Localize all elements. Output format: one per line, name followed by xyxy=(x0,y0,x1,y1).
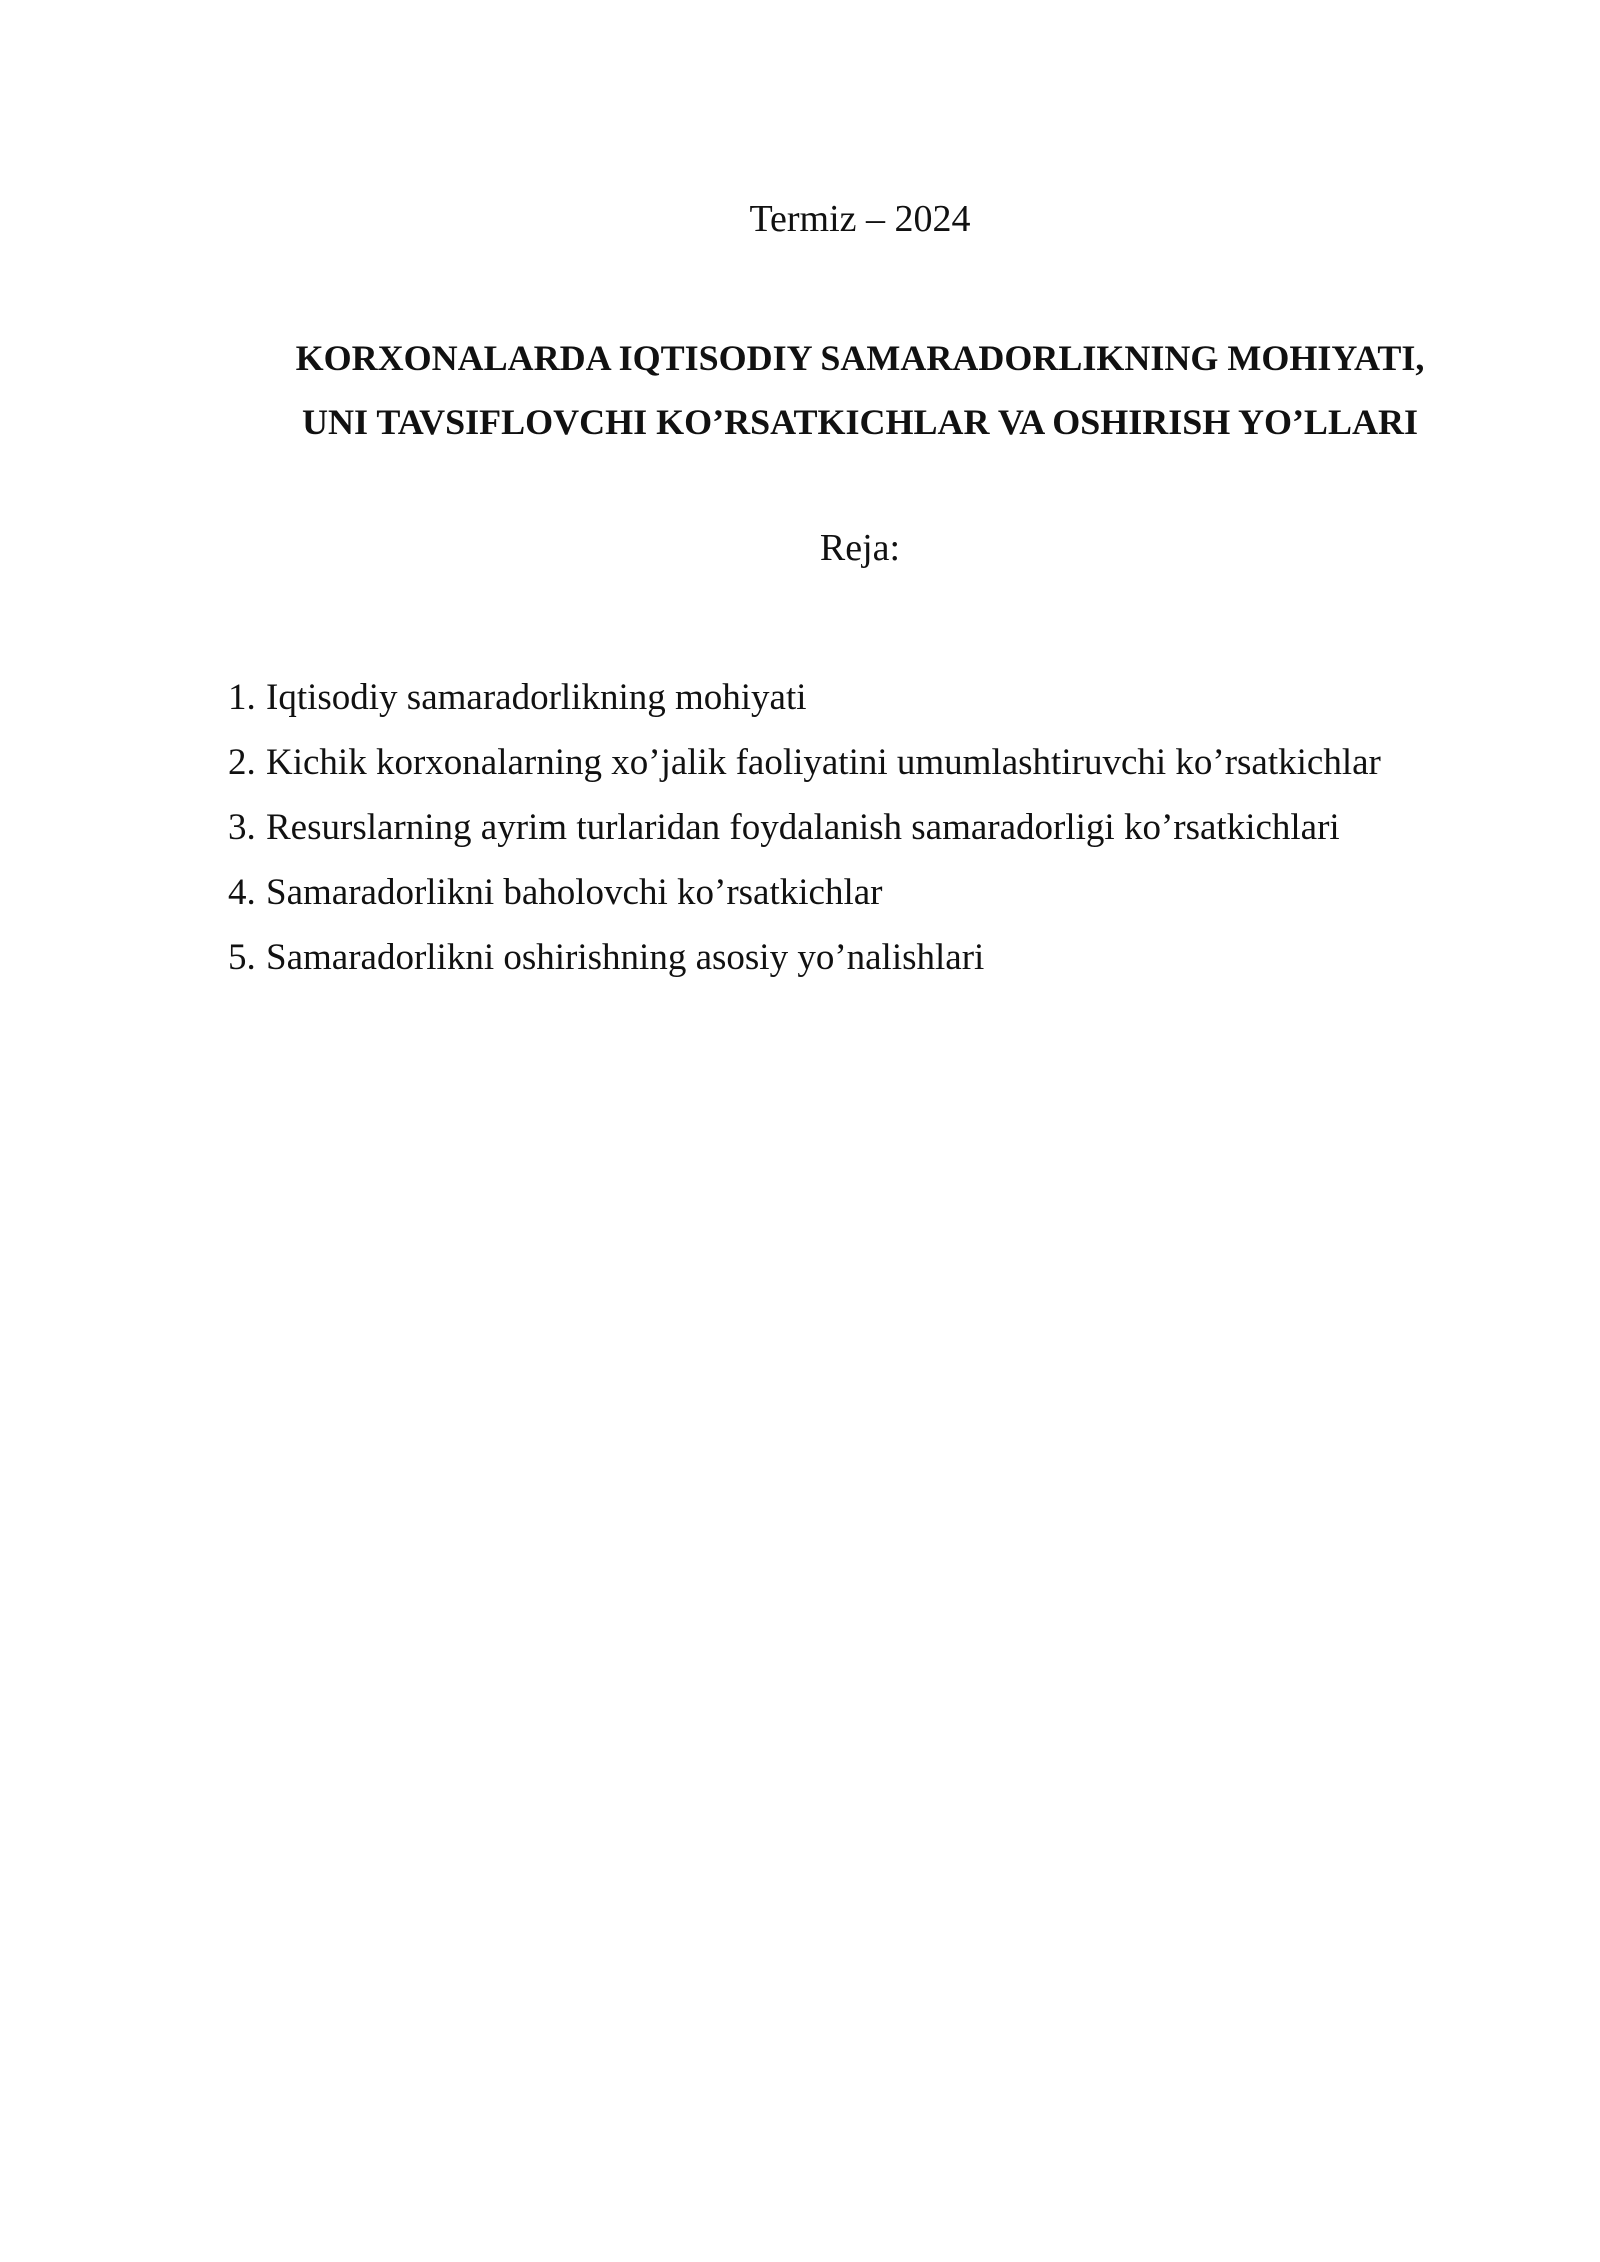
plan-item-text: Resurslarning ayrim turlaridan foydalanish samaradorligi ko’rsatkichlari xyxy=(266,807,1340,848)
plan-item-number: 1. xyxy=(228,677,256,718)
plan-list xyxy=(228,665,1528,990)
plan-item-text: Samaradorlikni oshirishning asosiy yo’nalishlari xyxy=(266,937,985,978)
document-title xyxy=(230,326,1490,454)
plan-item xyxy=(228,665,1528,730)
plan-item-text: Samaradorlikni baholovchi ko’rsatkichlar xyxy=(266,872,883,913)
plan-item xyxy=(228,925,1528,990)
plan-item-number: 2. xyxy=(228,742,256,783)
plan-item xyxy=(228,730,1528,795)
plan-item-number: 4. xyxy=(228,872,256,913)
plan-item xyxy=(228,860,1528,925)
city-year: Termiz – 2024 xyxy=(749,198,971,240)
title-line-2: UNI TAVSIFLOVCHI KO’RSATKICHLAR VA OSHIRISH YO’LLARI xyxy=(302,402,1418,442)
plan-item-text: Iqtisodiy samaradorlikning mohiyati xyxy=(266,677,807,718)
plan-item-number: 3. xyxy=(228,807,256,848)
plan-item-text: Kichik korxonalarning xo’jalik faoliyatini umumlashtiruvchi ko’rsatkichlar xyxy=(266,742,1381,783)
plan-heading: Reja: xyxy=(819,527,901,569)
plan-item xyxy=(228,795,1528,860)
title-line-1: KORXONALARDA IQTISODIY SAMARADORLIKNING MOHIYATI, xyxy=(295,338,1425,378)
plan-item-number: 5. xyxy=(228,937,256,978)
